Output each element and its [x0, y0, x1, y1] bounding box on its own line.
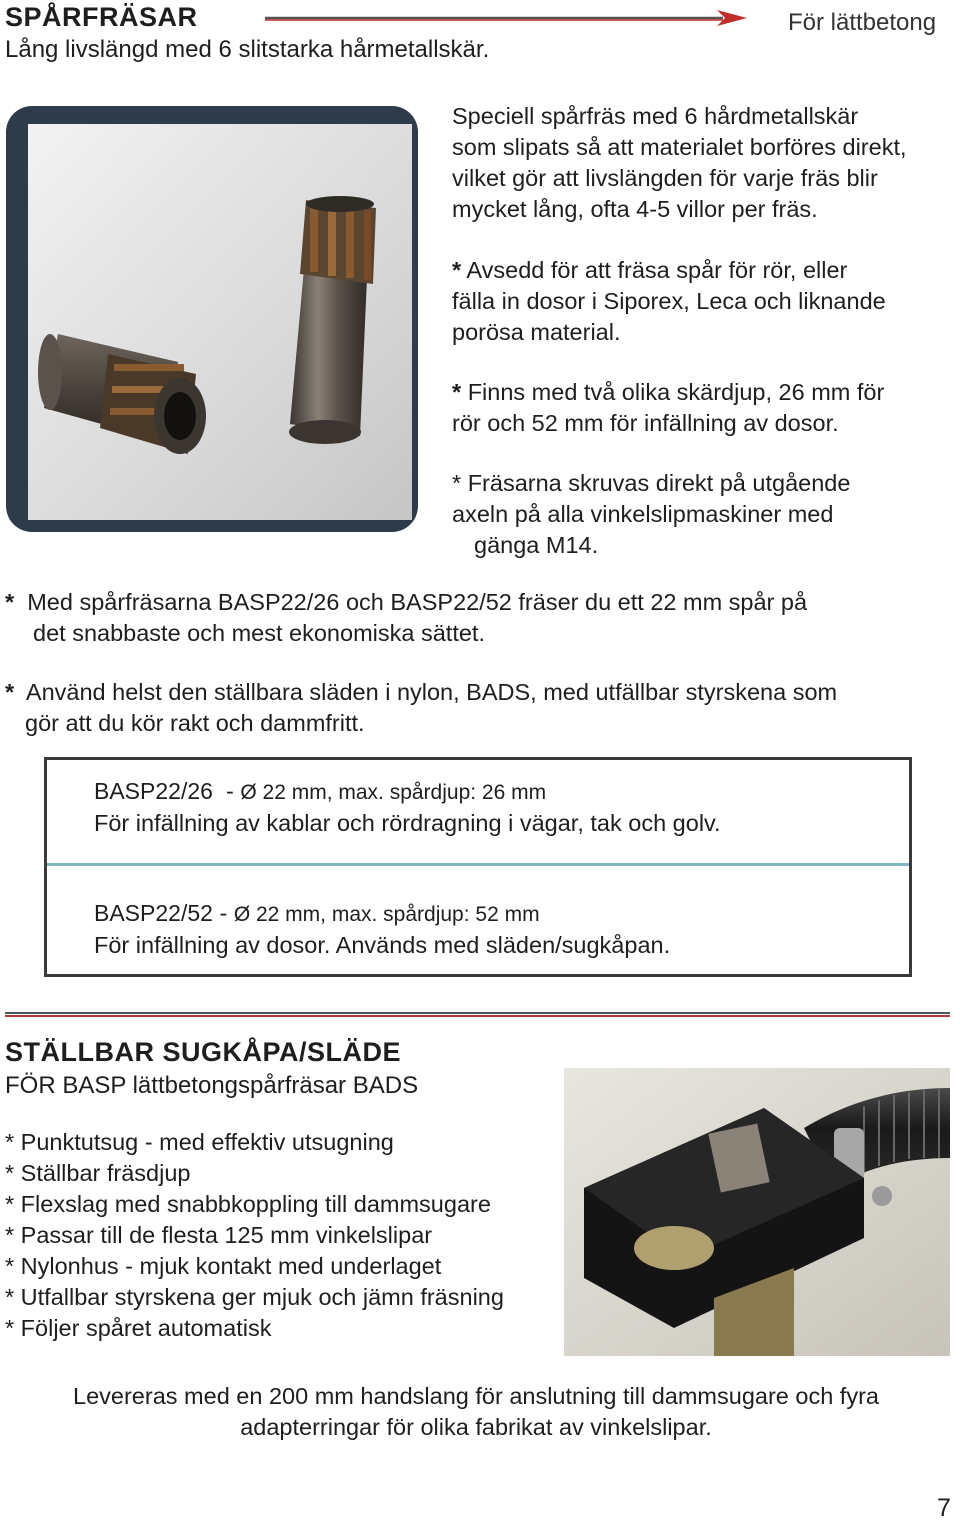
list-item: * Utfallbar styrskena ger mjuk och jämn fräsning [5, 1284, 504, 1310]
text-line: axeln på alla vinkelslipmaskiner med [452, 501, 834, 527]
page-number: 7 [937, 1494, 951, 1522]
list-item: * Ställbar fräsdjup [5, 1160, 191, 1186]
bullet-marker: * [452, 379, 462, 405]
text-line [5, 587, 955, 618]
text-line [452, 377, 957, 408]
bullet-marker: * [5, 589, 15, 615]
product-code: BASP22/52 [94, 900, 213, 926]
list-item: * Nylonhus - mjuk kontakt med underlaget [5, 1253, 442, 1279]
bullet-marker: * [5, 679, 15, 705]
text-line [452, 468, 957, 499]
text-line: porösa material. [452, 319, 621, 345]
text-line [94, 898, 670, 930]
section-title: STÄLLBAR SUGKÅPA/SLÄDE [5, 1037, 402, 1067]
product-spec: Ø 22 mm, max. spårdjup: 52 mm [233, 903, 540, 926]
cutter-photo-frame [6, 106, 418, 532]
bullet-item [452, 377, 957, 439]
bullet-text: Avsedd för att fräsa spår för rör, eller [466, 257, 848, 283]
product-row [94, 898, 670, 961]
intro-description [452, 101, 952, 225]
bullet-item [452, 468, 957, 561]
text-line: Speciell spårfräs med 6 hårdmetallskär [452, 103, 859, 129]
arrow-right-icon [265, 8, 750, 28]
product-use: För infällning av dosor. Används med släden/sugkåpan. [94, 932, 671, 958]
page-title: SPÅRFRÄSAR [5, 2, 198, 32]
sled-photo [564, 1068, 950, 1356]
list-item: * Passar till de flesta 125 mm vinkelslipar [5, 1222, 433, 1248]
text-line: det snabbaste och mest ekonomiska sättet. [33, 620, 485, 646]
text-line [5, 677, 955, 708]
text-line [452, 255, 957, 286]
text-line: adapterringar för olika fabrikat av vinkelslipar. [240, 1414, 712, 1440]
bullet-text: Fräsarna skruvas direkt på utgående [467, 470, 851, 496]
text-line: mycket lång, ofta 4-5 villor per fräs. [452, 196, 818, 222]
separator: - [225, 778, 234, 804]
text-line: gänga M14. [474, 532, 599, 558]
table-divider [47, 863, 909, 866]
note-text: Med spårfräsarna BASP22/26 och BASP22/52 fräser du ett 22 mm spår på [27, 589, 808, 615]
text-line: rör och 52 mm för infällning av dosor. [452, 410, 839, 436]
note-item [5, 587, 955, 649]
bullet-marker: * [452, 470, 462, 496]
bullet-text: Finns med två olika skärdjup, 26 mm för [467, 379, 885, 405]
section-subtitle: FÖR BASP lättbetongspårfräsar BADS [5, 1072, 419, 1099]
note-item [5, 677, 955, 739]
note-text: Använd helst den ställbara släden i nylon, BADS, med utfällbar styrskena som [25, 679, 838, 705]
section-divider [5, 1012, 950, 1014]
page-subtitle: Lång livslängd med 6 slitstarka hårmetallskär. [5, 36, 490, 63]
category-label: För lättbetong [788, 9, 937, 36]
product-row [94, 776, 721, 839]
product-use: För infällning av kablar och rördragning i vägar, tak och golv. [94, 810, 721, 836]
separator: - [219, 900, 228, 926]
text-line: fälla in dosor i Siporex, Leca och liknande [452, 288, 886, 314]
product-table [44, 757, 912, 977]
section-divider-accent [5, 1015, 950, 1017]
text-line [94, 776, 721, 808]
list-item: * Följer spåret automatisk [5, 1315, 272, 1341]
text-line: gör att du kör rakt och dammfritt. [25, 710, 365, 736]
text-line: som slipats så att materialet borföres direkt, [452, 134, 907, 160]
product-spec: Ø 22 mm, max. spårdjup: 26 mm [240, 781, 547, 804]
list-item: * Punktutsug - med effektiv utsugning [5, 1129, 394, 1155]
text-line: vilket gör att livslängden för varje fräs blir [452, 165, 878, 191]
bullet-marker: * [452, 257, 462, 283]
text-line: Levereras med en 200 mm handslang för anslutning till dammsugare och fyra [73, 1383, 879, 1409]
product-code: BASP22/26 [94, 778, 213, 804]
delivery-note [0, 1381, 952, 1443]
feature-list [5, 1127, 560, 1344]
list-item: * Flexslag med snabbkoppling till dammsugare [5, 1191, 491, 1217]
bullet-item [452, 255, 957, 348]
cutter-photo [28, 124, 412, 520]
